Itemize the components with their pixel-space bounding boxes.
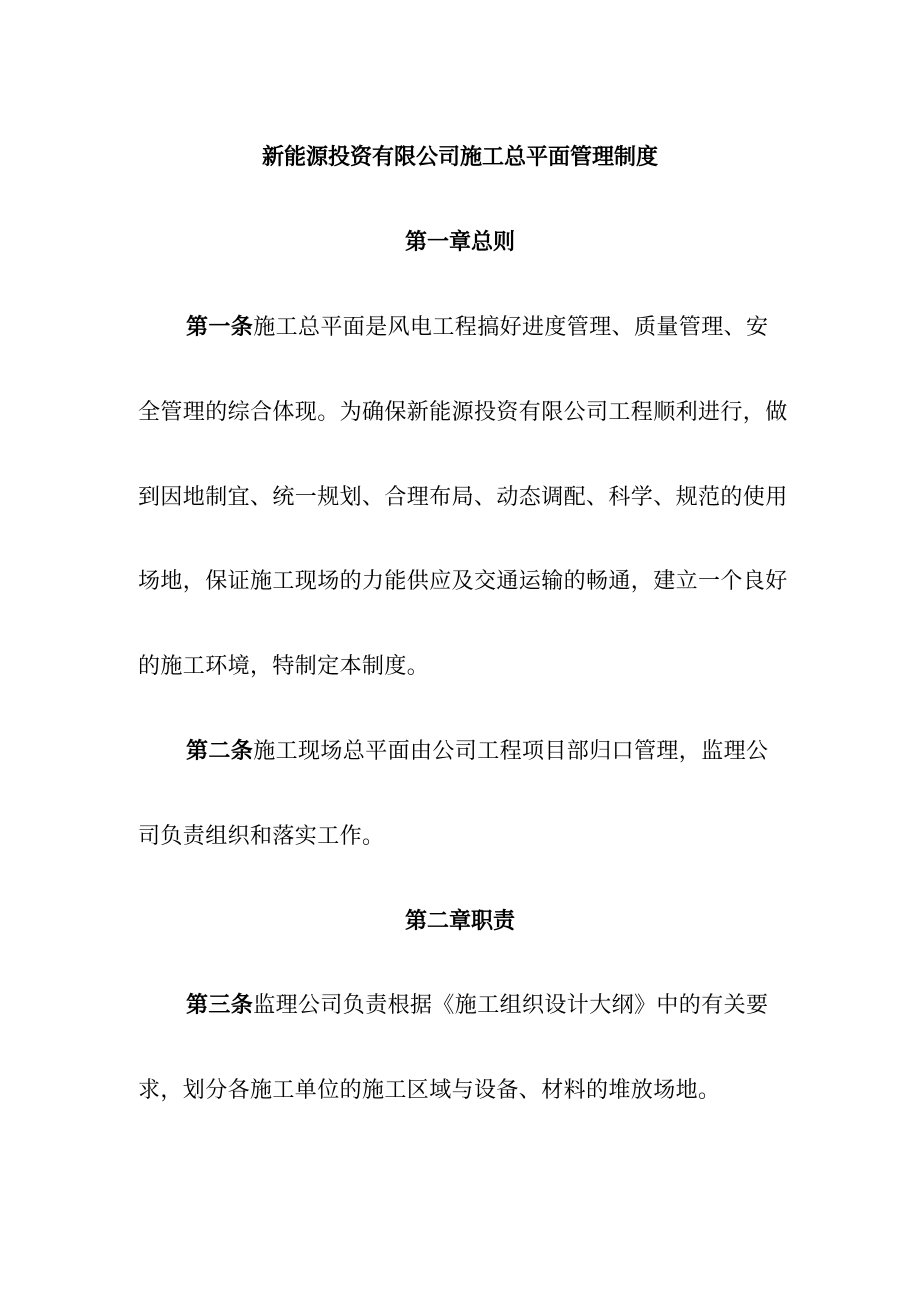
article-3-paragraph xyxy=(138,964,788,1134)
article-1-text: 施工总平面是风电工程搞好进度管理、质量管理、安全管理的综合体现。为确保新能源投资有限公司工程顺利进行，做到因地制宜、统一规划、合理布局、动态调配、科学、规范的使用场地，保证施工现场的力能供应及交通运输的畅通，建立一个良好的施工环境，特制定本制度。 xyxy=(138,315,788,680)
document-title: 新能源投资有限公司施工总平面管理制度 xyxy=(261,145,658,170)
article-3-label: 第三条 xyxy=(186,993,254,1018)
article-2-text: 施工现场总平面由公司工程项目部归口管理，监理公司负责组织和落实工作。 xyxy=(138,739,769,849)
article-2-label: 第二条 xyxy=(186,739,254,764)
article-2-paragraph xyxy=(138,710,788,880)
article-3-text: 监理公司负责根据《施工组织设计大纲》中的有关要求，划分各施工单位的施工区域与设备、材料的堆放场地。 xyxy=(138,993,769,1103)
article-1-paragraph xyxy=(138,286,788,710)
article-1-label: 第一条 xyxy=(186,315,254,340)
chapter-heading-duties: 第二章职责 xyxy=(404,909,515,934)
chapter-heading-general: 第一章总则 xyxy=(404,230,515,255)
